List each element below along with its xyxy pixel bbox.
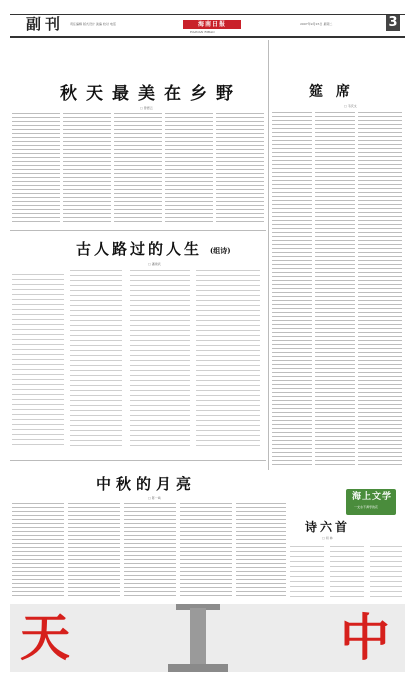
divider-autumn-bottom <box>10 230 266 231</box>
six-poems-col-3 <box>370 546 402 600</box>
divider-right-column <box>268 40 269 470</box>
newspaper-pinyin: HAINAN RIBAO <box>190 30 215 34</box>
poem-col-4 <box>196 270 260 446</box>
newspaper-brand: 海南日报 <box>183 20 241 29</box>
byline-moon: □ 陈一鸣 <box>148 496 161 500</box>
banner-char-right: 中 <box>340 608 390 667</box>
headline-autumn: 秋天最美在乡野 <box>60 84 242 104</box>
article-autumn-col-1 <box>12 113 60 225</box>
article-autumn-col-4 <box>165 113 213 225</box>
article-autumn-col-2 <box>63 113 111 225</box>
section-title: 副刊 <box>26 15 65 33</box>
article-banquet-col-2 <box>315 112 355 468</box>
poem-col-3 <box>130 270 190 446</box>
article-moon-col-5 <box>236 503 286 599</box>
issue-date: 2007年9月25日 星期二 <box>300 22 333 26</box>
poem-col-1 <box>12 274 64 446</box>
page-number: 3 <box>386 15 400 31</box>
article-autumn-col-3 <box>114 113 162 225</box>
six-poems-col-1 <box>290 546 324 600</box>
subhead-ancients: (组诗) <box>210 246 231 255</box>
article-moon-col-4 <box>180 503 232 599</box>
literature-column-logo <box>346 489 396 515</box>
byline-six-poems: □ 何 林 <box>322 536 333 540</box>
headline-banquet: 筵 席 <box>309 84 354 100</box>
article-moon-col-2 <box>68 503 120 599</box>
divider-ancients-bottom <box>10 460 266 461</box>
article-banquet-col-1 <box>272 112 312 468</box>
six-poems-col-2 <box>330 546 364 600</box>
byline-ancients: □ 潘建武 <box>148 262 161 266</box>
article-moon-col-1 <box>12 503 64 599</box>
banner-char-left: 天 <box>20 608 70 667</box>
byline-autumn: □ 曾德云 <box>140 106 153 110</box>
header-top-rule <box>10 14 405 15</box>
poem-col-2 <box>70 270 122 446</box>
headline-six-poems: 诗六首 <box>305 520 351 534</box>
article-moon-col-3 <box>124 503 176 599</box>
article-autumn-col-5 <box>216 113 264 225</box>
byline-banquet: □ 韦庆文 <box>344 104 357 108</box>
banner-pillar-base <box>168 664 228 672</box>
logo-sub-text: 一支永不凋零的花 <box>354 505 379 509</box>
banner-pillar <box>190 608 206 670</box>
headline-moon: 中秋的月亮 <box>96 475 197 493</box>
article-banquet-col-3 <box>358 112 402 468</box>
header-bottom-rule <box>10 36 405 38</box>
logo-main-text: 海上文学 <box>352 492 393 502</box>
edition-info: 责任编辑 版式设计 美编 校对 电话 <box>70 22 116 26</box>
headline-ancients: 古人路过的人生 <box>76 240 203 258</box>
